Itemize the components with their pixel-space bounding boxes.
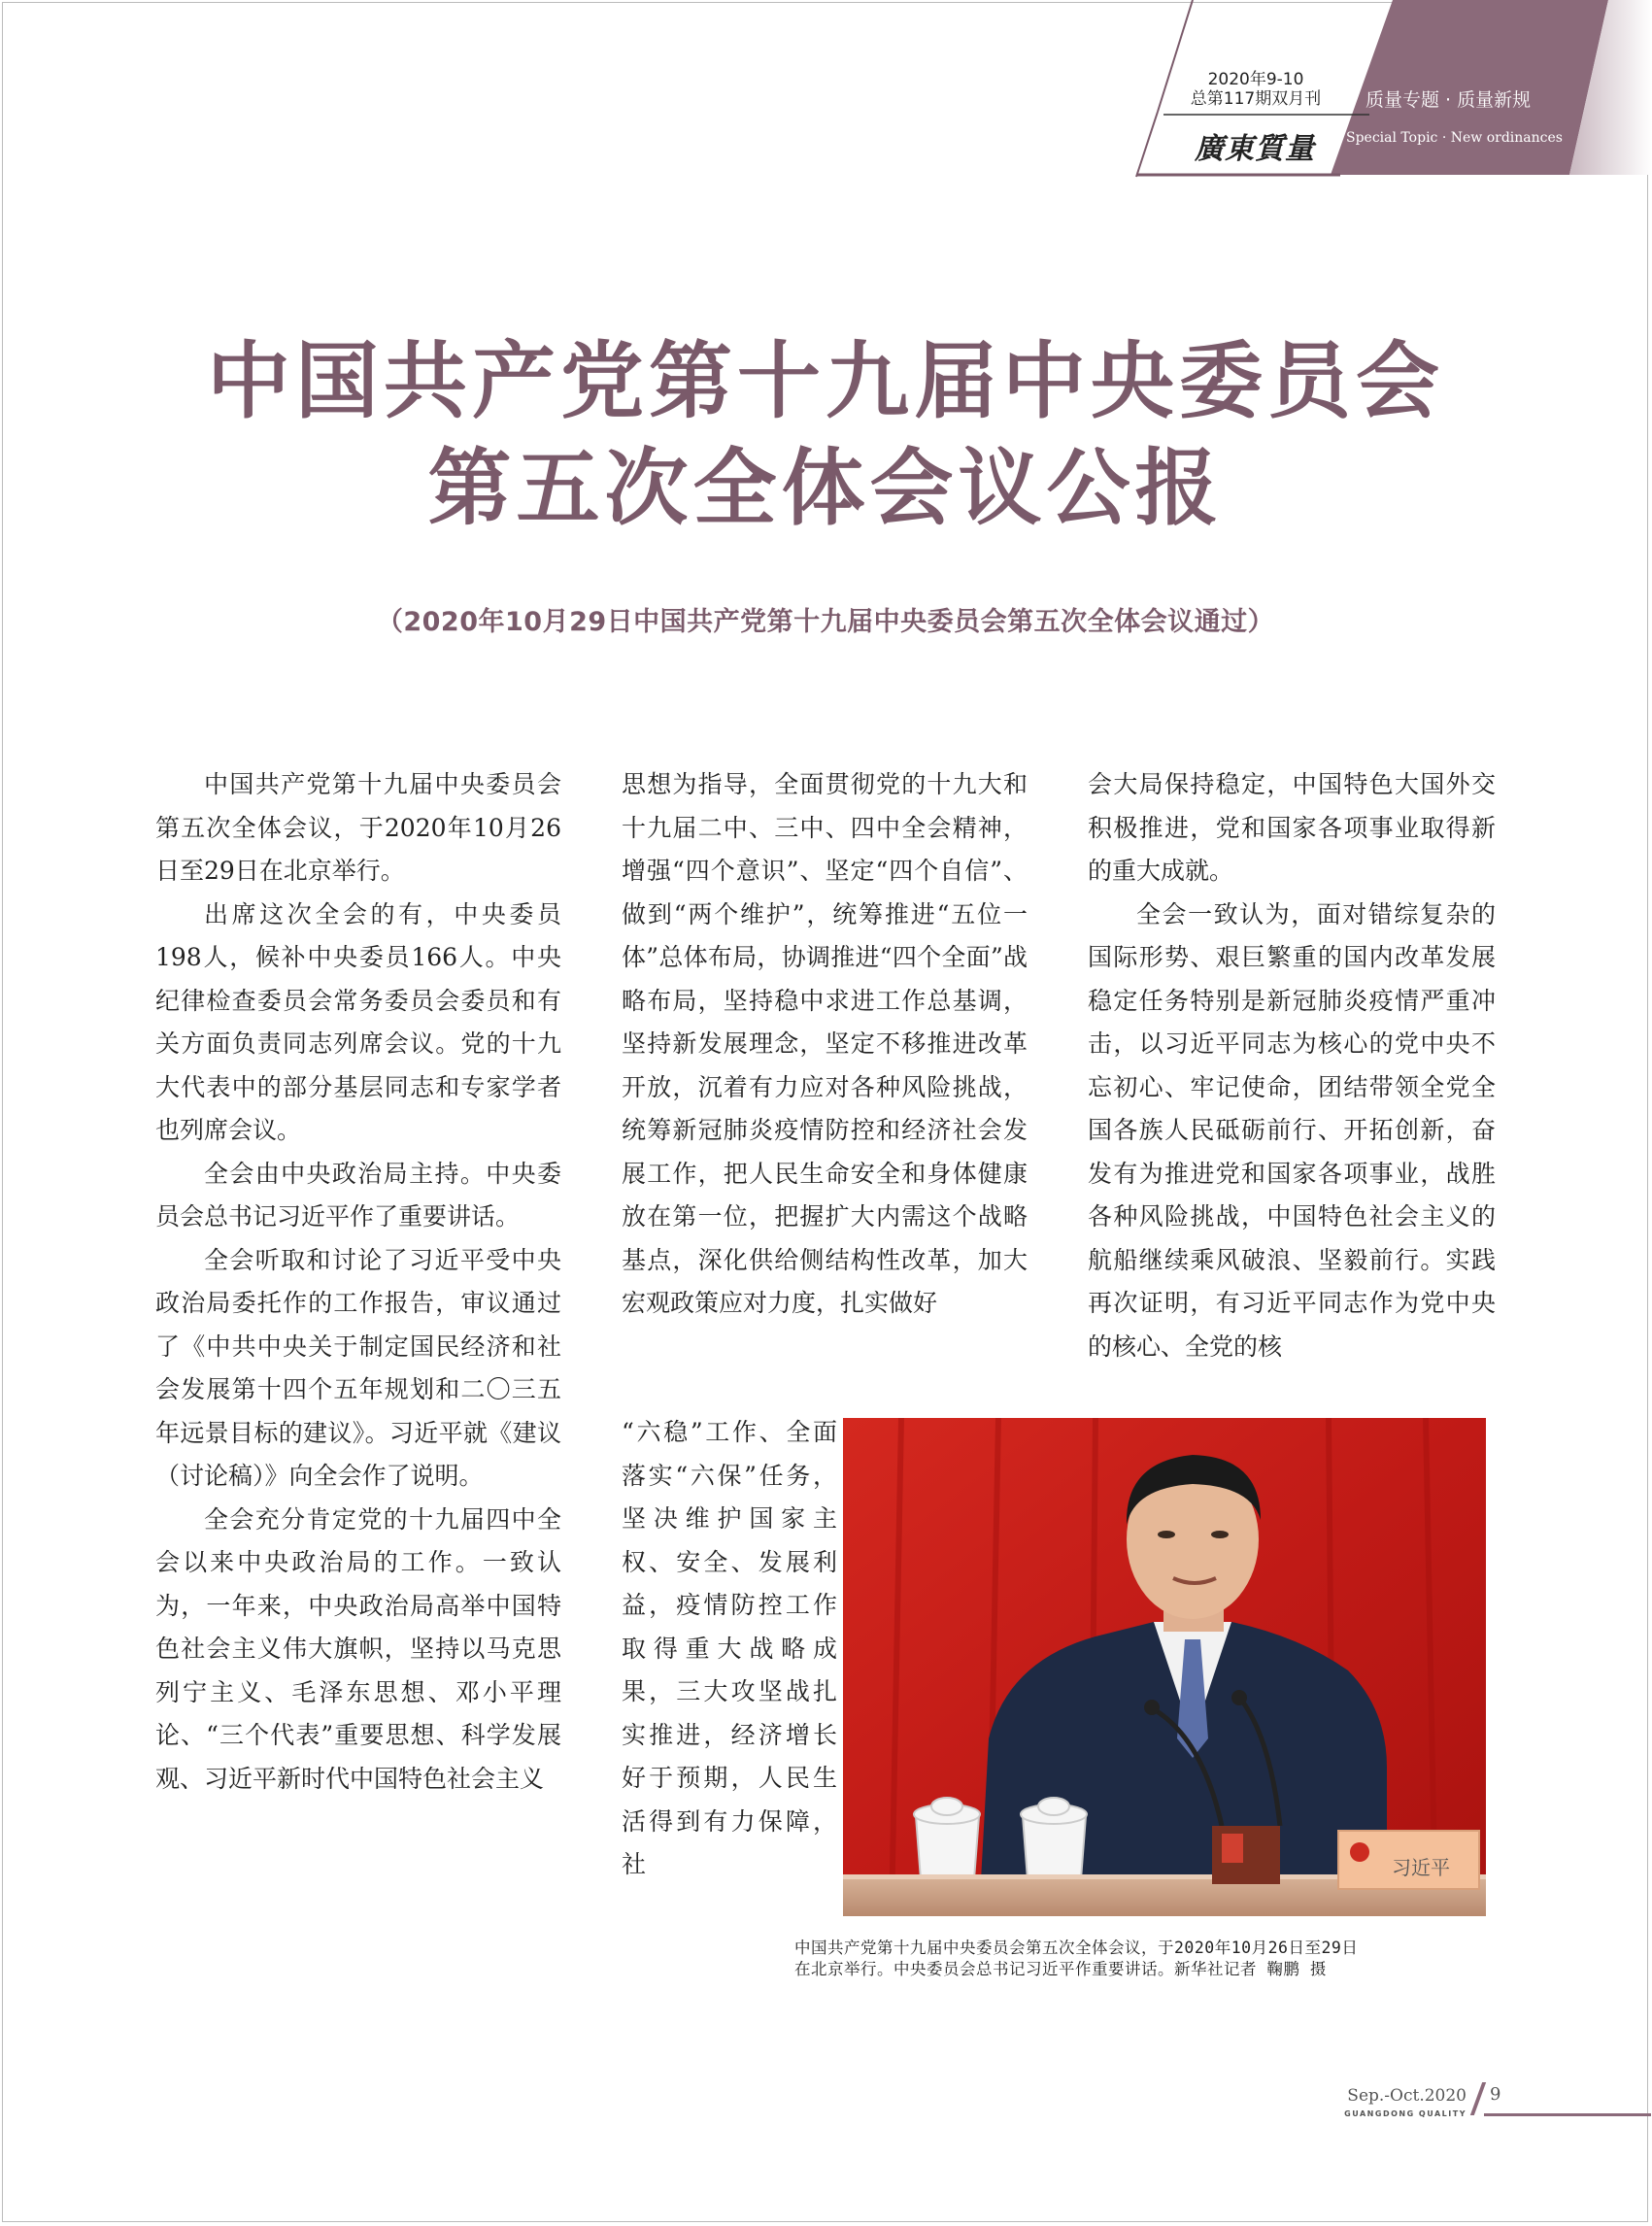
- paragraph: 出席这次全会的有，中央委员198人，候补中央委员166人。中央纪律检查委员会常务委员会委员和有关方面负责同志列席会议。党的十九大代表中的部分基层同志和专家学者也列席会议。: [155, 899, 561, 1144]
- paragraph: 思想为指导，全面贯彻党的十九大和十九届二中、三中、四中全会精神，增强“四个意识”、坚定“四个自信”、做到“两个维护”，统筹推进“五位一体”总体布局，协调推进“四个全面”战略布局，坚持稳中求进工作总基调，坚持新发展理念，坚定不移推进改革开放，沉着有力应对各种风险挑战，统筹新冠肺炎疫情防控和经济社会发展工作，把人民生命安全和身体健康放在第一位，把握扩大内需这个战略基点，深化供给侧结构性改革，加大宏观政策应对力度，扎实做好: [622, 770, 1028, 1317]
- paragraph: 全会一致认为，面对错综复杂的国际形势、艰巨繁重的国内改革发展稳定任务特别是新冠肺炎疫情严重冲击，以习近平同志为核心的党中央不忘初心、牢记使命，团结带领全党全国各族人民砥砺前行、开拓创新，奋发有为推进党和国家各项事业，战胜各种风险挑战，中国特色社会主义的航船继续乘风破浪、坚毅前行。实践再次证明，有习近平同志作为党中央的核心、全党的核: [1088, 899, 1496, 1361]
- body-column-2-wrap: [622, 1411, 837, 1887]
- body-column-3: [1088, 763, 1496, 1368]
- section-category-cn: 质量专题 · 质量新规: [1365, 89, 1532, 111]
- title-line-1: 中国共产党第十九届中央委员会: [207, 333, 1444, 430]
- body-column-2-top: [622, 763, 1028, 1326]
- paragraph: 全会听取和讨论了习近平受中央政治局委托作的工作报告，审议通过了《中共中央关于制定国民经济和社会发展第十四个五年规划和二〇三五年远景目标的建议》。习近平就《建议（讨论稿）》向全会作了说明。: [155, 1245, 561, 1490]
- issue-date: 2020年9-10: [1207, 70, 1304, 89]
- news-photo: [843, 1418, 1486, 1916]
- paragraph: “六稳”工作、全面落实“六保”任务，坚决维护国家主权、安全、发展利益，疫情防控工作取得重大战略成果，三大攻坚战扎实推进，经济增长好于预期，人民生活得到有力保障，社: [622, 1418, 837, 1878]
- section-category-en: Special Topic · New ordinances: [1346, 130, 1563, 146]
- paragraph: 全会由中央政治局主持。中央委员会总书记习近平作了重要讲话。: [155, 1159, 561, 1231]
- speaker-illustration: [843, 1418, 1486, 1916]
- paragraph: 全会充分肯定党的十九届四中全会以来中央政治局的工作。一致认为，一年来，中央政治局高举中国特色社会主义伟大旗帜，坚持以马克思列宁主义、毛泽东思想、邓小平理论、“三个代表”重要思想、科学发展观、习近平新时代中国特色社会主义: [155, 1504, 561, 1793]
- body-column-1: [155, 763, 561, 1801]
- footer-date: Sep.-Oct.2020: [1347, 2086, 1467, 2106]
- magazine-logo: 廣東質量: [1195, 132, 1315, 166]
- footer-rule: [1484, 2113, 1651, 2116]
- paragraph: 中国共产党第十九届中央委员会第五次全体会议，于2020年10月26日至29日在北京举行。: [155, 770, 561, 885]
- paragraph: 会大局保持稳定，中国特色大国外交积极推进，党和国家各项事业取得新的重大成就。: [1088, 770, 1496, 885]
- photo-caption: [794, 1938, 1533, 1980]
- title-line-2: 第五次全体会议公报: [427, 440, 1224, 537]
- page-number: 9: [1490, 2084, 1501, 2105]
- article-title: [97, 328, 1554, 542]
- caption-line-2: 在北京举行。中央委员会总书记习近平作重要讲话。新华社记者 鞠鹏 摄: [794, 1960, 1327, 1978]
- article-subtitle: （2020年10月29日中国共产党第十九届中央委员会第五次全体会议通过）: [376, 607, 1275, 637]
- issue-number: 总第117期双月刊: [1190, 89, 1322, 109]
- footer-brand: GUANGDONG QUALITY: [1344, 2109, 1467, 2118]
- caption-line-1: 中国共产党第十九届中央委员会第五次全体会议，于2020年10月26日至29日: [794, 1939, 1359, 1957]
- issue-info: [1183, 70, 1329, 109]
- nameplate-text: 习近平: [1392, 1856, 1450, 1879]
